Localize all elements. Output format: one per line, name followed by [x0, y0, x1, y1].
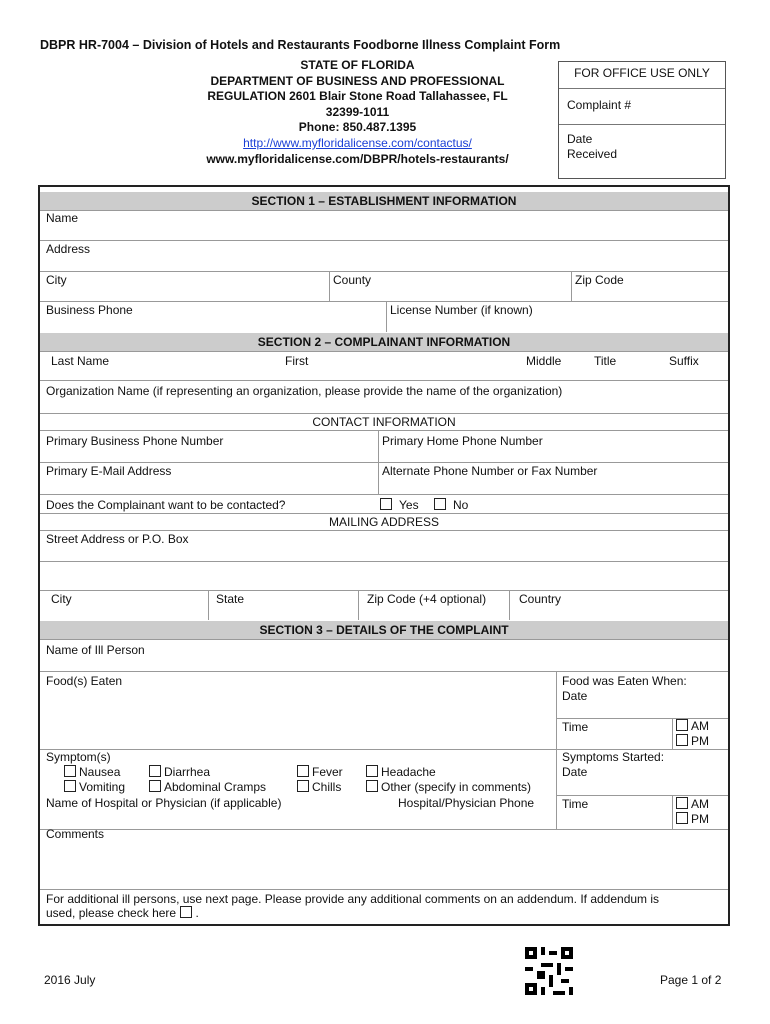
title-field[interactable]: Title — [594, 354, 617, 368]
header-website: www.myfloridalicense.com/DBPR/hotels-restaurants/ — [206, 151, 509, 166]
header-address: REGULATION 2601 Blair Stone Road Tallahassee, FL — [207, 89, 508, 104]
fever-label: Fever — [312, 765, 343, 779]
food-eaten-when-label: Food was Eaten When: — [562, 674, 687, 688]
headache-label: Headache — [381, 765, 436, 779]
symptoms-time-field[interactable]: Time — [562, 797, 589, 811]
hospital-phone-field[interactable]: Hospital/Physician Phone — [398, 796, 535, 810]
qr-code-icon — [525, 947, 573, 995]
vomiting-label: Vomiting — [79, 780, 126, 794]
first-name-field[interactable]: First — [285, 354, 309, 368]
food-time-am-option[interactable] — [676, 719, 709, 733]
chills-checkbox[interactable] — [297, 780, 309, 792]
symptoms-started-label: Symptoms Started: — [562, 750, 665, 764]
other-label: Other (specify in comments) — [381, 780, 532, 794]
am-label: AM — [691, 719, 709, 733]
symptom-fever[interactable] — [297, 765, 343, 779]
primary-business-phone-field[interactable]: Primary Business Phone Number — [46, 434, 224, 448]
symptom-diarrhea[interactable] — [149, 765, 210, 779]
establishment-address-field[interactable]: Address — [46, 242, 91, 256]
header-zip: 32399-1011 — [325, 104, 390, 119]
street-address-field[interactable]: Street Address or P.O. Box — [46, 532, 189, 546]
agency-header — [180, 58, 535, 167]
primary-home-phone-field[interactable]: Primary Home Phone Number — [382, 434, 543, 448]
license-number-field[interactable]: License Number (if known) — [390, 303, 533, 317]
addendum-note-text: used, please check here — [46, 906, 177, 920]
contact-no-option[interactable] — [434, 498, 468, 512]
symptom-vomiting[interactable] — [64, 780, 125, 794]
addendum-checkbox[interactable] — [180, 906, 192, 918]
comments-field[interactable]: Comments — [46, 827, 105, 841]
footer-date: 2016 July — [44, 973, 96, 987]
diarrhea-label: Diarrhea — [164, 765, 211, 779]
primary-email-field[interactable]: Primary E-Mail Address — [46, 464, 172, 478]
abdominal-cramps-checkbox[interactable] — [149, 780, 161, 792]
section2-header: SECTION 2 – COMPLAINANT INFORMATION — [40, 333, 728, 351]
ill-person-name-field[interactable]: Name of Ill Person — [46, 643, 145, 657]
office-use-title: FOR OFFICE USE ONLY — [559, 62, 725, 89]
form-frame — [38, 185, 730, 926]
establishment-zip-field[interactable]: Zip Code — [575, 273, 624, 287]
am-checkbox[interactable] — [676, 797, 688, 809]
addendum-note-line1: For additional ill persons, use next page. Please provide any additional comments on an addendum. If addendum is — [46, 892, 660, 906]
page-number: Page 1 of 2 — [660, 973, 722, 987]
symptom-time-pm-option[interactable] — [676, 812, 709, 826]
date-received-field[interactable] — [559, 125, 725, 179]
mailing-state-field[interactable]: State — [216, 592, 245, 606]
date-label: Date — [567, 132, 593, 146]
chills-label: Chills — [312, 780, 342, 794]
pm-checkbox[interactable] — [676, 734, 688, 746]
abdominal-cramps-label: Abdominal Cramps — [164, 780, 267, 794]
yes-label: Yes — [399, 498, 419, 512]
vomiting-checkbox[interactable] — [64, 780, 76, 792]
pm-label: PM — [691, 734, 709, 748]
establishment-county-field[interactable]: County — [333, 273, 372, 287]
headache-checkbox[interactable] — [366, 765, 378, 777]
header-department: DEPARTMENT OF BUSINESS AND PROFESSIONAL — [210, 73, 505, 88]
pm-label: PM — [691, 812, 709, 826]
establishment-city-field[interactable]: City — [46, 273, 67, 287]
nausea-label: Nausea — [79, 765, 121, 779]
nausea-checkbox[interactable] — [64, 765, 76, 777]
other-checkbox[interactable] — [366, 780, 378, 792]
section1-header: SECTION 1 – ESTABLISHMENT INFORMATION — [40, 192, 728, 210]
am-label: AM — [691, 797, 709, 811]
symptom-other[interactable] — [366, 780, 531, 794]
organization-name-field[interactable]: Organization Name (if representing an organization, please provide the name of the organization) — [46, 384, 563, 398]
mailing-country-field[interactable]: Country — [519, 592, 562, 606]
symptom-abdominal-cramps[interactable] — [149, 780, 266, 794]
hospital-physician-field[interactable]: Name of Hospital or Physician (if applicable) — [46, 796, 282, 810]
food-time-pm-option[interactable] — [676, 734, 709, 748]
addendum-note-line2: used, please check here . — [46, 906, 199, 920]
no-checkbox[interactable] — [434, 498, 446, 510]
received-label: Received — [567, 147, 618, 161]
am-checkbox[interactable] — [676, 719, 688, 731]
middle-name-field[interactable]: Middle — [526, 354, 562, 368]
food-eaten-date-field[interactable]: Date — [562, 689, 588, 703]
foods-eaten-field[interactable]: Food(s) Eaten — [46, 674, 123, 688]
diarrhea-checkbox[interactable] — [149, 765, 161, 777]
symptom-headache[interactable] — [366, 765, 436, 779]
alternate-phone-field[interactable]: Alternate Phone Number or Fax Number — [382, 464, 598, 478]
symptoms-label: Symptom(s) — [46, 750, 111, 764]
mailing-city-field[interactable]: City — [51, 592, 72, 606]
header-phone: Phone: 850.487.1395 — [298, 120, 417, 135]
pm-checkbox[interactable] — [676, 812, 688, 824]
mailing-address-header: MAILING ADDRESS — [328, 515, 440, 529]
symptom-time-am-option[interactable] — [676, 797, 709, 811]
contact-question: Does the Complainant want to be contacted? — [46, 498, 286, 512]
business-phone-field[interactable]: Business Phone — [46, 303, 133, 317]
suffix-field[interactable]: Suffix — [669, 354, 699, 368]
symptom-nausea[interactable] — [64, 765, 120, 779]
establishment-name-field[interactable]: Name — [46, 211, 79, 225]
food-eaten-time-field[interactable]: Time — [562, 720, 589, 734]
symptoms-started-date-field[interactable]: Date — [562, 765, 588, 779]
header-state: STATE OF FLORIDA — [300, 58, 415, 72]
symptom-chills[interactable] — [297, 780, 341, 794]
contact-info-header: CONTACT INFORMATION — [312, 415, 456, 429]
no-label: No — [453, 498, 469, 512]
contact-yes-option[interactable] — [380, 498, 419, 512]
complaint-number-field[interactable]: Complaint # — [559, 89, 725, 125]
yes-checkbox[interactable] — [380, 498, 392, 510]
office-use-box — [558, 61, 726, 179]
fever-checkbox[interactable] — [297, 765, 309, 777]
form-title: DBPR HR-7004 – Division of Hotels and Restaurants Foodborne Illness Complaint Form — [40, 38, 561, 52]
mailing-zip-field[interactable]: Zip Code (+4 optional) — [367, 592, 487, 606]
last-name-field[interactable]: Last Name — [51, 354, 110, 368]
section3-header: SECTION 3 – DETAILS OF THE COMPLAINT — [40, 621, 728, 639]
contact-link[interactable]: http://www.myfloridalicense.com/contactus/ — [243, 135, 472, 150]
